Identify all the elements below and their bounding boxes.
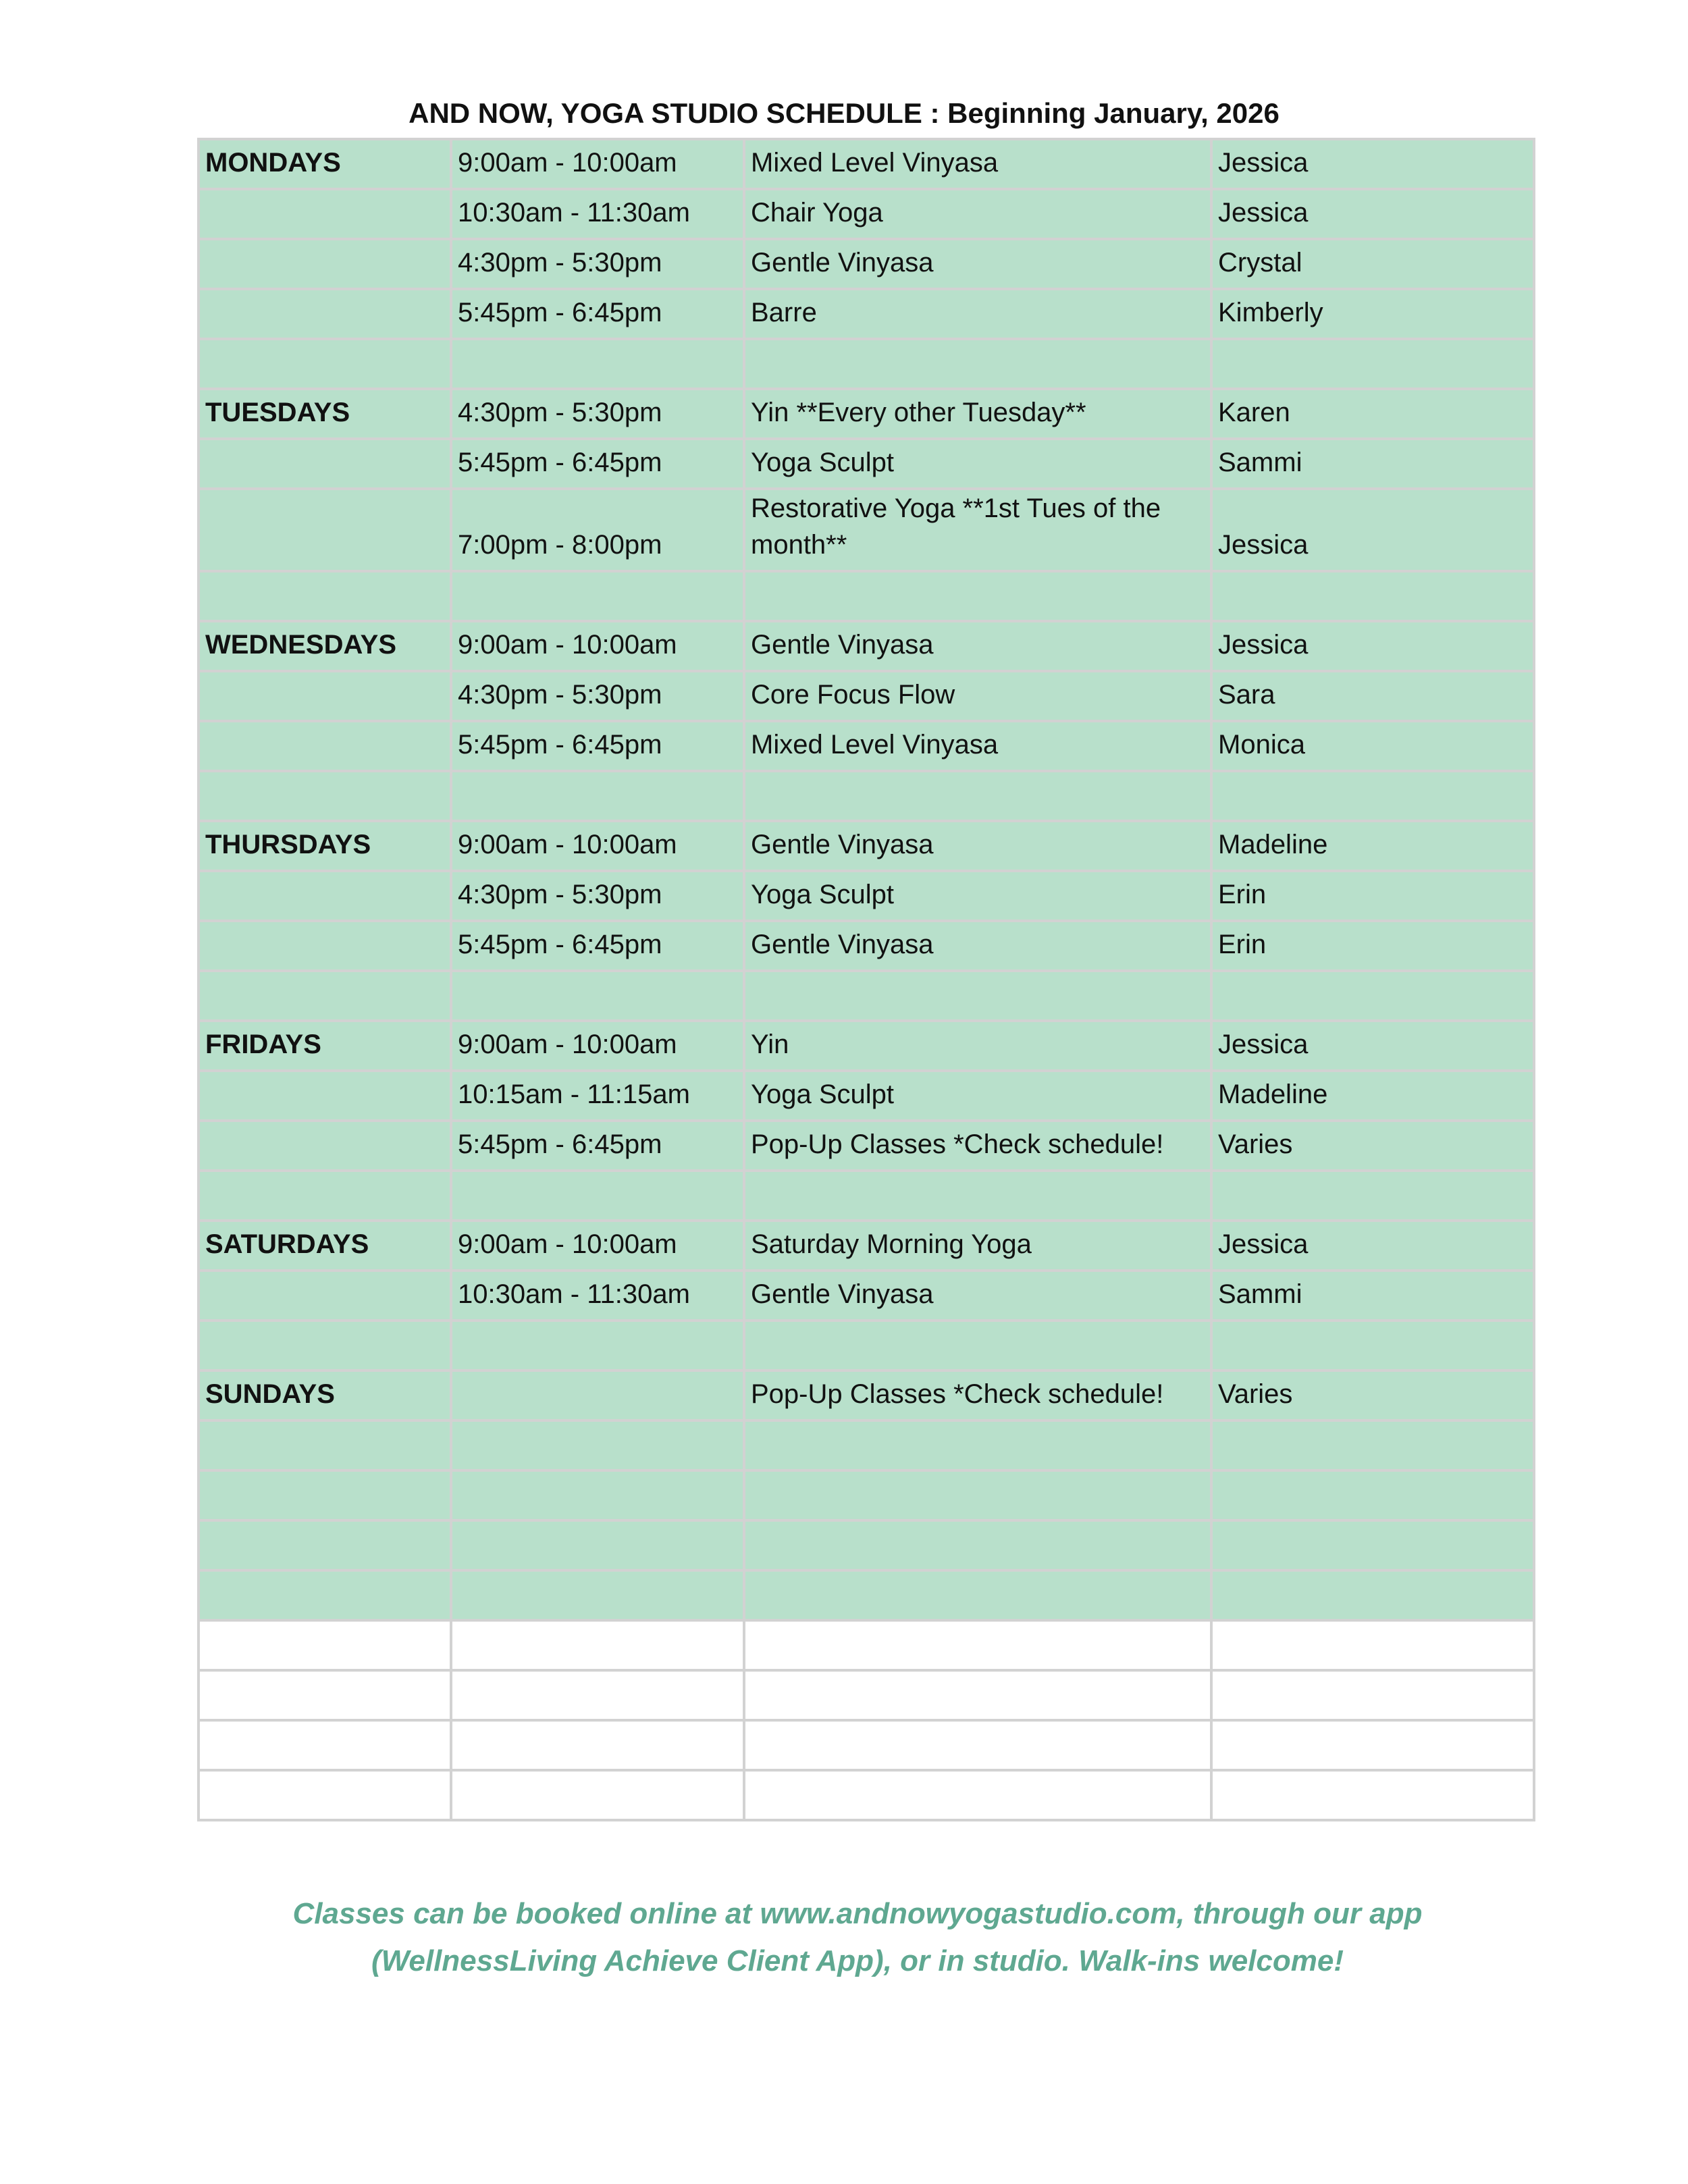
time-cell: 10:30am - 11:30am [451, 1271, 744, 1321]
teacher-cell: Jessica [1211, 189, 1534, 239]
class-cell: Pop-Up Classes *Check schedule! [744, 1370, 1211, 1420]
class-cell [744, 1420, 1211, 1470]
day-cell [199, 1071, 451, 1121]
time-cell: 4:30pm - 5:30pm [451, 671, 744, 721]
day-cell [199, 1321, 451, 1370]
time-cell: 10:30am - 11:30am [451, 189, 744, 239]
table-row [199, 571, 1534, 621]
schedule-table [197, 138, 1535, 1821]
class-cell [744, 1570, 1211, 1620]
table-row [199, 621, 1534, 671]
class-cell: Gentle Vinyasa [744, 821, 1211, 871]
teacher-cell [1211, 1570, 1534, 1620]
schedule-body [199, 139, 1534, 1820]
teacher-cell: Jessica [1211, 489, 1534, 571]
class-cell [744, 1520, 1211, 1570]
table-row [199, 1470, 1534, 1520]
table-row [199, 1221, 1534, 1271]
day-cell [199, 239, 451, 289]
day-cell: FRIDAYS [199, 1021, 451, 1071]
time-cell [451, 971, 744, 1021]
teacher-cell [1211, 1670, 1534, 1720]
table-row [199, 721, 1534, 771]
time-cell [451, 1570, 744, 1620]
table-row [199, 1071, 1534, 1121]
time-cell: 5:45pm - 6:45pm [451, 289, 744, 339]
teacher-cell: Jessica [1211, 139, 1534, 189]
table-row [199, 871, 1534, 921]
table-row [199, 671, 1534, 721]
class-cell: Yoga Sculpt [744, 439, 1211, 489]
table-row [199, 1321, 1534, 1370]
teacher-cell: Varies [1211, 1121, 1534, 1171]
table-row [199, 1121, 1534, 1171]
table-row [199, 971, 1534, 1021]
day-cell [199, 771, 451, 821]
day-cell: SATURDAYS [199, 1221, 451, 1271]
teacher-cell [1211, 339, 1534, 389]
teacher-cell: Crystal [1211, 239, 1534, 289]
day-cell [199, 439, 451, 489]
page-title: AND NOW, YOGA STUDIO SCHEDULE : Beginning January, 2026 [408, 97, 1280, 129]
time-cell: 5:45pm - 6:45pm [451, 721, 744, 771]
teacher-cell: Jessica [1211, 1021, 1534, 1071]
day-cell [199, 1470, 451, 1520]
teacher-cell [1211, 1470, 1534, 1520]
table-row [199, 439, 1534, 489]
teacher-cell [1211, 1770, 1534, 1820]
teacher-cell [1211, 971, 1534, 1021]
table-row [199, 1670, 1534, 1720]
time-cell [451, 1620, 744, 1670]
class-cell: Mixed Level Vinyasa [744, 139, 1211, 189]
time-cell [451, 571, 744, 621]
day-cell [199, 1420, 451, 1470]
time-cell: 4:30pm - 5:30pm [451, 239, 744, 289]
day-cell [199, 1271, 451, 1321]
day-cell [199, 871, 451, 921]
teacher-cell [1211, 1620, 1534, 1670]
day-cell [199, 1770, 451, 1820]
class-cell: Gentle Vinyasa [744, 239, 1211, 289]
class-cell: Gentle Vinyasa [744, 1271, 1211, 1321]
time-cell [451, 1420, 744, 1470]
class-cell: Yoga Sculpt [744, 1071, 1211, 1121]
time-cell [451, 1321, 744, 1370]
booking-note [197, 1890, 1518, 1985]
class-cell [744, 1670, 1211, 1720]
class-cell: Restorative Yoga **1st Tues of the month** [744, 489, 1211, 571]
table-row [199, 1570, 1534, 1620]
time-cell [451, 771, 744, 821]
class-cell [744, 1770, 1211, 1820]
class-cell [744, 1171, 1211, 1221]
table-row [199, 189, 1534, 239]
day-cell [199, 189, 451, 239]
table-row [199, 1420, 1534, 1470]
teacher-cell: Monica [1211, 721, 1534, 771]
time-cell [451, 1171, 744, 1221]
time-cell: 5:45pm - 6:45pm [451, 439, 744, 489]
table-row [199, 489, 1534, 571]
table-row [199, 339, 1534, 389]
table-row [199, 921, 1534, 971]
table-row [199, 1271, 1534, 1321]
teacher-cell [1211, 1520, 1534, 1570]
time-cell: 10:15am - 11:15am [451, 1071, 744, 1121]
time-cell: 7:00pm - 8:00pm [451, 489, 744, 571]
time-cell: 5:45pm - 6:45pm [451, 1121, 744, 1171]
table-row [199, 389, 1534, 439]
class-cell: Pop-Up Classes *Check schedule! [744, 1121, 1211, 1171]
booking-note-line-1: Classes can be booked online at www.andnowyogastudio.com, through our app [292, 1897, 1423, 1930]
table-row [199, 289, 1534, 339]
day-cell: TUESDAYS [199, 389, 451, 439]
class-cell: Gentle Vinyasa [744, 921, 1211, 971]
teacher-cell: Erin [1211, 871, 1534, 921]
teacher-cell: Madeline [1211, 821, 1534, 871]
time-cell: 9:00am - 10:00am [451, 821, 744, 871]
table-row [199, 771, 1534, 821]
class-cell: Yoga Sculpt [744, 871, 1211, 921]
time-cell [451, 339, 744, 389]
class-cell [744, 971, 1211, 1021]
teacher-cell [1211, 771, 1534, 821]
class-cell: Yin [744, 1021, 1211, 1071]
class-cell: Barre [744, 289, 1211, 339]
class-cell [744, 1321, 1211, 1370]
day-cell [199, 339, 451, 389]
time-cell: 9:00am - 10:00am [451, 139, 744, 189]
day-cell: SUNDAYS [199, 1370, 451, 1420]
teacher-cell: Varies [1211, 1370, 1534, 1420]
teacher-cell [1211, 571, 1534, 621]
teacher-cell [1211, 1420, 1534, 1470]
table-row [199, 139, 1534, 189]
class-cell: Core Focus Flow [744, 671, 1211, 721]
class-cell [744, 771, 1211, 821]
day-cell [199, 289, 451, 339]
teacher-cell: Jessica [1211, 621, 1534, 671]
table-row [199, 239, 1534, 289]
day-cell [199, 1570, 451, 1620]
time-cell [451, 1770, 744, 1820]
table-row [199, 821, 1534, 871]
table-row [199, 1171, 1534, 1221]
teacher-cell: Madeline [1211, 1071, 1534, 1121]
time-cell [451, 1370, 744, 1420]
day-cell [199, 1520, 451, 1570]
day-cell [199, 571, 451, 621]
teacher-cell: Sammi [1211, 1271, 1534, 1321]
teacher-cell: Karen [1211, 389, 1534, 439]
class-cell [744, 339, 1211, 389]
time-cell: 9:00am - 10:00am [451, 1221, 744, 1271]
day-cell [199, 671, 451, 721]
day-cell [199, 971, 451, 1021]
day-cell: WEDNESDAYS [199, 621, 451, 671]
time-cell: 9:00am - 10:00am [451, 621, 744, 671]
table-row [199, 1021, 1534, 1071]
time-cell: 4:30pm - 5:30pm [451, 871, 744, 921]
teacher-cell: Erin [1211, 921, 1534, 971]
class-cell: Saturday Morning Yoga [744, 1221, 1211, 1271]
time-cell: 5:45pm - 6:45pm [451, 921, 744, 971]
day-cell [199, 1670, 451, 1720]
day-cell [199, 921, 451, 971]
day-cell [199, 1620, 451, 1670]
time-cell [451, 1670, 744, 1720]
time-cell [451, 1520, 744, 1570]
day-cell [199, 1121, 451, 1171]
day-cell: THURSDAYS [199, 821, 451, 871]
teacher-cell: Jessica [1211, 1221, 1534, 1271]
class-cell [744, 571, 1211, 621]
time-cell: 4:30pm - 5:30pm [451, 389, 744, 439]
day-cell [199, 1171, 451, 1221]
teacher-cell: Kimberly [1211, 289, 1534, 339]
class-cell [744, 1620, 1211, 1670]
class-cell: Mixed Level Vinyasa [744, 721, 1211, 771]
day-cell [199, 489, 451, 571]
teacher-cell [1211, 1321, 1534, 1370]
class-cell: Chair Yoga [744, 189, 1211, 239]
day-cell [199, 1720, 451, 1770]
table-row [199, 1720, 1534, 1770]
teacher-cell: Sara [1211, 671, 1534, 721]
table-row [199, 1620, 1534, 1670]
teacher-cell [1211, 1171, 1534, 1221]
teacher-cell [1211, 1720, 1534, 1770]
day-cell [199, 721, 451, 771]
table-row [199, 1770, 1534, 1820]
class-cell [744, 1720, 1211, 1770]
time-cell: 9:00am - 10:00am [451, 1021, 744, 1071]
time-cell [451, 1720, 744, 1770]
day-cell: MONDAYS [199, 139, 451, 189]
time-cell [451, 1470, 744, 1520]
teacher-cell: Sammi [1211, 439, 1534, 489]
class-cell [744, 1470, 1211, 1520]
table-row [199, 1520, 1534, 1570]
booking-note-line-2: (WellnessLiving Achieve Client App), or in studio. Walk-ins welcome! [371, 1944, 1344, 1977]
class-cell: Yin **Every other Tuesday** [744, 389, 1211, 439]
class-cell: Gentle Vinyasa [744, 621, 1211, 671]
table-row [199, 1370, 1534, 1420]
